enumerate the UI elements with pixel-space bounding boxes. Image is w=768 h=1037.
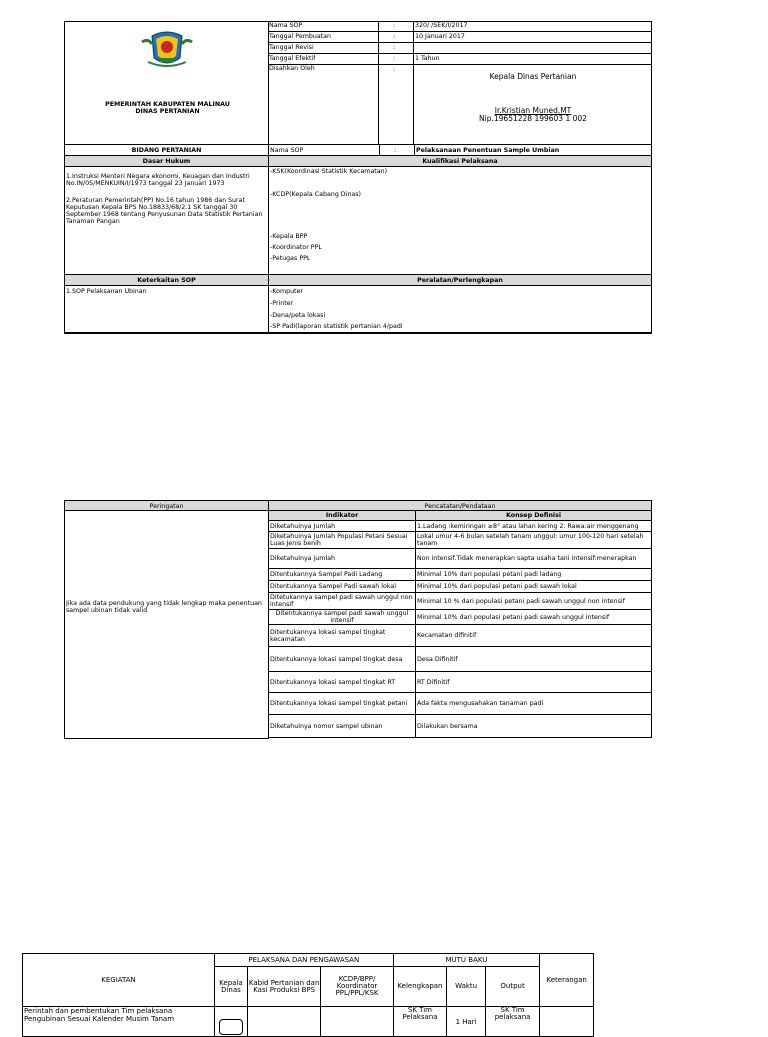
col-keterangan: Keterangan: [540, 954, 594, 1007]
konsep-cell: Dilakukan bersama: [416, 715, 652, 738]
kualifikasi-title: Kualifikasi Pelaksana: [422, 158, 498, 165]
waktu-cell: 1 Hari: [447, 1007, 486, 1037]
kualifikasi-body: [268, 167, 652, 275]
indikator-cell: Ditentukannya lokasi sampel tingkat RT: [269, 672, 416, 693]
peralatan-item: -SP Padi(laporan statistik pertanian 4/padi: [270, 323, 403, 330]
dasar-hukum-item: 2.Peraturan Pemerintah(PP) No.16 tahun 1986 dan Surat Keputusan Kepala BPS No.18833/68/2.1 SK tanggal 30 September 1968 tentang Penyusunan Data Statistik Pertanian Tanaman Pangan: [66, 197, 263, 225]
nama-sop-row: [268, 145, 652, 156]
col-indikator: Indikator: [269, 511, 416, 521]
bidang-cell: [64, 145, 269, 156]
peringatan-body: [64, 510, 269, 739]
nama-sop-label: Nama SOP: [270, 147, 304, 154]
peringatan-text: Jika ada data pendukung yang tidak lengkap maka penentuan sampel ubinan tidak valid: [66, 600, 262, 614]
konsep-cell: Minimal 10% dari populasi petani padi sawah unggul intensif: [416, 610, 652, 625]
table-row: [269, 647, 652, 672]
konsep-cell: Minimal 10% dari populasi petani padi ladang: [416, 569, 652, 581]
kepala-dinas-cell: [215, 1007, 248, 1037]
kualifikasi-item: -Petugas PPL: [270, 255, 311, 262]
meta-value-tgl-efektif: 1 Tahun: [415, 55, 440, 62]
kabupaten-logo: [138, 28, 196, 70]
table-row: [269, 693, 652, 715]
kabid-cell: [247, 1007, 321, 1037]
table-row: [269, 532, 652, 549]
peralatan-header: [268, 275, 652, 286]
kualifikasi-item: -KCDP(Kepala Cabang Dinas): [270, 191, 361, 198]
kualifikasi-header: [268, 156, 652, 167]
table-row: [269, 581, 652, 593]
col-kabid: Kabid Pertanian dan Kasi Produksi BPS: [247, 967, 321, 1007]
konsep-cell: Minimal 10% dari populasi petani padi sawah lokal: [416, 581, 652, 593]
org-line2: DINAS PERTANIAN: [135, 108, 200, 115]
org-line1: PEMERINTAH KABUPATEN MALINAU: [105, 101, 230, 108]
meta-label-nama-sop: Nama SOP: [269, 22, 303, 29]
meta-label-disahkan: Disahkan Oleh: [269, 65, 315, 72]
peralatan-item: -Printer: [270, 300, 294, 307]
kepala-title: Kepala Dinas Pertanian: [489, 72, 577, 81]
col-pelaksana: PELAKSANA DAN PENGAWASAN: [215, 954, 394, 967]
keterkaitan-header: [64, 275, 269, 286]
kegiatan-cell: Perintah dan pembentukan Tim pelaksana Pengubinan Sesuai Kalender Musim Tanam: [23, 1007, 215, 1037]
indikator-cell: Ditentukannya Sampel Padi Ladang: [269, 569, 416, 581]
indikator-cell: Ditentukannya lokasi sampel tingkat kecamatan: [269, 625, 416, 647]
table-row: [269, 549, 652, 569]
konsep-cell: RT Difinitif: [416, 672, 652, 693]
kepala-name: Ir.Kristian Muned,MT: [494, 106, 572, 115]
indikator-cell: Ditentukannya lokasi sampel tingkat petani: [269, 693, 416, 715]
peralatan-item: -Dena/peta lokasi: [270, 312, 326, 319]
konsep-cell: Lokal umur 4-6 bulan setelah tanam unggul: umur 100-120 hari setelah tanam: [416, 532, 652, 549]
dasar-hukum-body: [64, 167, 269, 275]
kelengkapan-cell: SK Tim Pelaksana: [393, 1007, 447, 1037]
dasar-hukum-title: Dasar Hukum: [142, 158, 191, 165]
table-row: [269, 715, 652, 738]
konsep-cell: Desa Difinitif: [416, 647, 652, 672]
keterkaitan-body: [64, 286, 269, 334]
meta-value-tgl-pembuatan: 10 Januari 2017: [415, 33, 465, 40]
peringatan-title: Peringatan: [149, 503, 184, 510]
peralatan-item: -Komputer: [270, 288, 303, 295]
kegiatan-table: [22, 953, 594, 1037]
meta-sep: :: [393, 22, 396, 29]
indikator-cell: Ditentukannya sampel padi sawah unggul intensif: [269, 610, 416, 625]
table-row: [23, 1007, 594, 1037]
kualifikasi-item: -KSK(Koordinasi Statistik Kecamatan): [270, 168, 388, 175]
col-kepala-dinas: Kepala Dinas: [215, 967, 248, 1007]
output-cell: SK Tim pelaksana: [485, 1007, 539, 1037]
peralatan-body: [268, 286, 652, 334]
meta-label-tgl-pembuatan: Tanggal Pembuatan: [269, 33, 332, 40]
meta-label-tgl-revisi: Tanggal Revisi: [269, 44, 314, 51]
sop-meta-block: [268, 21, 652, 145]
table-row: [269, 569, 652, 581]
col-kegiatan: KEGIATAN: [23, 954, 215, 1007]
bidang-label: BIDANG PERTANIAN: [131, 147, 202, 154]
indikator-cell: Diketahuinya Jumlah: [269, 521, 416, 532]
pencatatan-table: [268, 510, 652, 738]
meta-sep: :: [393, 55, 396, 62]
keterkaitan-item: 1.SOP Pelaksanan Ubinan: [66, 288, 147, 295]
pencatatan-title: Pencatatan/Pendataan: [424, 503, 496, 510]
indikator-cell: Diketahuinya Jumlah Populasi Petani Sesuai Luas Jenis benih: [269, 532, 416, 549]
keterkaitan-title: Keterkaitan SOP: [137, 277, 196, 284]
konsep-cell: Minimal 10 % dari populasi petani padi sawah unggul non intensif: [416, 593, 652, 610]
dasar-hukum-header: [64, 156, 269, 167]
kcdp-cell: [321, 1007, 393, 1037]
konsep-cell: Non intensif.Tidak menerapkan sapta usaha tani intensif:menerapkan: [416, 549, 652, 569]
col-kelengkapan: Kelengkapan: [393, 967, 447, 1007]
kepala-nip: Nip.19651228 199603 1 002: [479, 114, 587, 123]
table-row: [269, 672, 652, 693]
meta-sep: :: [393, 66, 396, 73]
meta-sep: :: [394, 147, 397, 154]
meta-value-nomor: 320/ /SEK/I/2017: [415, 22, 468, 29]
indikator-cell: Diketahuinya nomor sampel ubinan: [269, 715, 416, 738]
indikator-cell: Ditentukannya lokasi sampel tingkat desa: [269, 647, 416, 672]
meta-label-tgl-efektif: Tanggal Efektif: [269, 55, 316, 62]
col-mutu-baku: MUTU BAKU: [393, 954, 540, 967]
indikator-cell: Ditentukannya Sampel Padi sawah lokal: [269, 581, 416, 593]
konsep-cell: Kecamatan difinitif: [416, 625, 652, 647]
meta-sep: :: [393, 33, 396, 40]
col-output: Output: [485, 967, 539, 1007]
table-row: [269, 610, 652, 625]
dasar-hukum-item: 1.Instruksi Menteri Negara ekonomi, Keuagan dan Industri No.IN/05/MENKUIN/I/1973 tanggal 23 Januari 1973: [66, 173, 250, 187]
kualifikasi-item: -Kepala BPP: [270, 233, 308, 240]
peralatan-title: Peralatan/Perlengkapan: [417, 277, 503, 284]
konsep-cell: 1.Ladang :kemiringan ≥8° atau lahan kering 2. Rawa:air menggenang: [416, 521, 652, 532]
org-cell: [64, 21, 269, 145]
indikator-cell: Diketahuinya jumlah: [269, 549, 416, 569]
meta-sep: :: [393, 44, 396, 51]
table-row: [269, 521, 652, 532]
konsep-cell: Ada fakta mengusahakan tanaman padi: [416, 693, 652, 715]
table-row: [269, 625, 652, 647]
col-kcdp: KCDP/BPP/ Koordinator PPL/PPL/KSK: [321, 967, 393, 1007]
nama-sop-value: Pelaksanaan Penentuan Sample Umbian: [416, 147, 560, 154]
col-waktu: Waktu: [447, 967, 486, 1007]
col-konsep: Konsep Definisi: [416, 511, 652, 521]
keterangan-cell: [540, 1007, 594, 1037]
indikator-cell: Ditetukannya sampel padi sawah unggul non intensif: [269, 593, 416, 610]
process-start-shape: [219, 1019, 243, 1035]
kualifikasi-item: -Koordinator PPL: [270, 244, 322, 251]
table-row: [269, 593, 652, 610]
